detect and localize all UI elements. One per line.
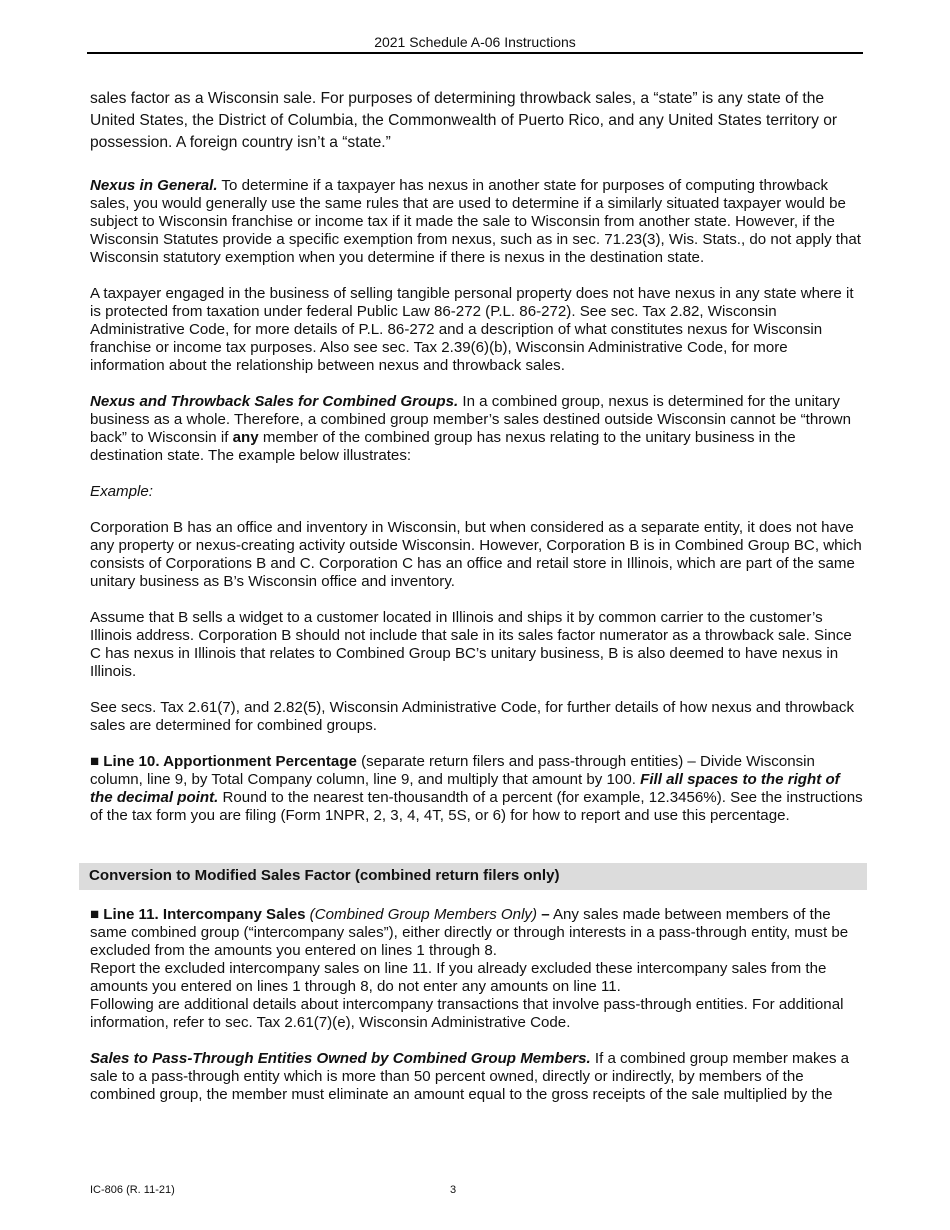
line11-dash: – — [537, 906, 550, 923]
line10-emphasis: Fill all spaces to the right of the decimal point. — [90, 771, 840, 806]
nexus-general-text: To determine if a taxpayer has nexus in another state for purposes of computing throwback sales, you would generally use the same rules that are used to determine if a similarly situated taxpayer would be subject to Wisconsin franchise or income tax if it made the sale to Wisconsin from another state. However, if the Wisconsin Statutes provide a specific exemption from nexus, such as in sec. 71.23(3), Wis. Stats., do not apply that Wisconsin statutory exemption when you determine if there is nexus in the destination state. — [90, 177, 861, 266]
nexus-combined-paragraph — [90, 393, 864, 465]
line10-text-1: (separate return filers and pass-through entities) – Divide Wisconsin column, line 9, by Total Company column, line 9, and multiply that amount by 100. — [90, 753, 815, 788]
nexus-combined-text-1: In a combined group, nexus is determined for the unitary business as a whole. Therefore, a combined group member’s sales destined outside Wisconsin cannot be “thrown back” to Wisconsin if — [90, 393, 851, 446]
example-label: Example: — [90, 483, 153, 500]
pass-through-text: If a combined group member makes a sale to a pass-through entity which is more than 50 percent owned, directly or indirectly, by members of the combined group, the member must eliminate an amount equal to the gross receipts of the sale multiplied by the — [90, 1050, 850, 1103]
page-header-title: 2021 Schedule A-06 Instructions — [87, 33, 863, 54]
nexus-combined-text-2: member of the combined group has nexus relating to the unitary business in the destination state. The example below illustrates: — [90, 429, 796, 464]
nexus-combined-heading: Nexus and Throwback Sales for Combined Groups. — [90, 393, 459, 410]
line11-italic: (Combined Group Members Only) — [305, 906, 537, 923]
tangible-property-paragraph: A taxpayer engaged in the business of selling tangible personal property does not have nexus in any state where it is protected from taxation under federal Public Law 86-272 (P.L. 86-272). See sec. Tax 2.82, Wisconsin Administrative Code, for more details of P.L. 86-272 and a description of what constitutes nexus for Wisconsin franchise or income tax purposes. Also see sec. Tax 2.39(6)(b), Wisconsin Administrative Code, for more information about the relationship between nexus and throwback sales. — [90, 285, 854, 374]
pass-through-heading: Sales to Pass-Through Entities Owned by Combined Group Members. — [90, 1050, 591, 1067]
nexus-general-paragraph — [90, 177, 864, 267]
line11-text-1: Any sales made between members of the same combined group (“intercompany sales”), either directly or through interests in a pass-through entity, must be excluded from the amounts you entered on lines 1 through 8. — [90, 906, 849, 959]
line11-following-paragraph: Following are additional details about intercompany transactions that involve pass-through entities. For additional information, refer to sec. Tax 2.61(7)(e), Wisconsin Administrative Code. — [90, 996, 844, 1031]
nexus-general-heading: Nexus in General. — [90, 177, 218, 194]
example-paragraph-2: Assume that B sells a widget to a customer located in Illinois and ships it by common carrier to the customer’s Illinois address. Corporation B should not include that sale in its sales factor numerator as a throwback sale. Since C has nexus in Illinois that relates to Combined Group BC’s unitary business, B is also deemed to have nexus in Illinois. — [90, 609, 852, 680]
example-paragraph-1: Corporation B has an office and inventory in Wisconsin, but when considered as a separate entity, it does not have any property or nexus-creating activity outside Wisconsin. However, Corporation B is in Combined Group BC, which consists of Corporations B and C. Corporation C has an office and retail store in Illinois, which are part of the same unitary business as B’s Wisconsin office and inventory. — [90, 519, 862, 590]
intro-paragraph: sales factor as a Wisconsin sale. For purposes of determining throwback sales, a “state” is any state of the United States, the District of Columbia, the Commonwealth of Puerto Rico, and any United States territory or possession. A foreign country isn’t a “state.” — [90, 90, 838, 151]
see-secs-paragraph: See secs. Tax 2.61(7), and 2.82(5), Wisconsin Administrative Code, for further details of how nexus and throwback sales are determined for combined groups. — [90, 699, 855, 734]
section-title-bar: Conversion to Modified Sales Factor (combined return filers only) — [79, 863, 867, 890]
line11-paragraph — [90, 906, 864, 960]
footer-page-number: 3 — [450, 1184, 457, 1196]
pass-through-paragraph — [90, 1050, 864, 1104]
line10-text-2: Round to the nearest ten-thousandth of a percent (for example, 12.3456%). See the instructions of the tax form you are filing (Form 1NPR, 2, 3, 4, 4T, 5S, or 6) for how to report and use this percentage. — [90, 789, 863, 824]
line11-report-paragraph: Report the excluded intercompany sales on line 11. If you already excluded these intercompany sales from the amounts you entered on lines 1 through 8, do not enter any amounts on line 11. — [90, 960, 827, 995]
document-body — [90, 88, 864, 1104]
line10-heading: ■ Line 10. Apportionment Percentage — [90, 753, 357, 770]
nexus-combined-emphasis: any — [232, 429, 259, 446]
footer-form-id: IC-806 (R. 11-21) — [90, 1184, 175, 1196]
line11-heading: ■ Line 11. Intercompany Sales — [90, 906, 306, 923]
line10-paragraph — [90, 753, 864, 825]
